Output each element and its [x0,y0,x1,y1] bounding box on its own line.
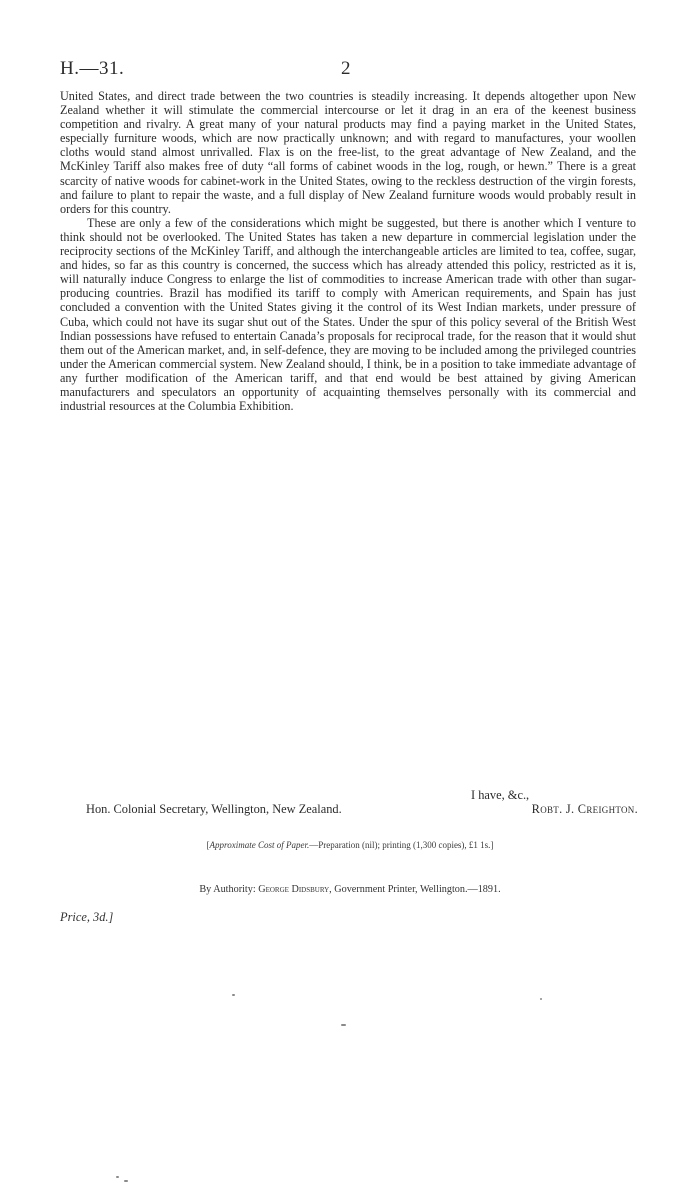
scan-speck [540,998,542,1000]
body-paragraph-1: United States, and direct trade between the two countries is steadily increasing. It depends altogether upon New Zealand whether it will stimulate the commercial intercourse or let it drag in an era of the keenest business competition and rivalry. A great many of your natural products may find a paying market in the United States, especially furniture woods, which are now practically unknown; and with regard to manufactures, your woollen cloths would stand almost unrivalled. Flax is on the free-list, to the great advantage of New Zealand, and the McKinley Tariff also makes free of duty “all forms of cabinet woods in the log, rough, or hewn.” There is a great scarcity of native woods for cabinet-work in the United States, owing to the reckless destruction of the virgin forests, and failure to plant to repair the waste, and a full display of New Zealand furniture woods would probably result in orders for this country. [60,89,636,216]
addressee: Hon. Colonial Secretary, Wellington, New Zealand. [86,802,342,816]
scan-speck [124,1180,128,1182]
signature: Robt. J. Creighton. [531,802,638,816]
cost-note-lead: Approximate Cost of Paper. [209,840,310,850]
salutation: I have, &c., [471,788,530,802]
scan-speck [232,994,235,996]
cost-note: [Approximate Cost of Paper.—Preparation (nil); printing (1,300 copies), £1 1s.] [206,840,494,850]
page-number: 2 [341,58,351,79]
address-row [60,802,638,818]
printer-name: George Didsbury [258,884,330,895]
authority-prefix: By Authority: [199,884,256,895]
price-note: Price, 3d.] [60,910,114,924]
authority-suffix: , Government Printer, Wellington.—1891. [329,884,501,895]
scan-speck [341,1024,346,1026]
body-paragraph-2: These are only a few of the considerations which might be suggested, but there is another which I venture to think should not be overlooked. The United States has taken a new departure in commercial legislation under the reciprocity sections of the McKinley Tariff, and although the interchangeable articles are limited to tea, coffee, sugar, and hides, so far as this country is concerned, the success which has already attended this policy, restricted as it is, will naturally induce Congress to enlarge the list of commodities to increase American trade with other than sugar-producing countries. Brazil has modified its tariff to comply with American requirements, and Spain has just concluded a convention with the United States giving it the control of its West Indian markets, under pressure of Cuba, which could not have its sugar shut out of the States. Under the spur of this policy several of the British West Indian possessions have refused to entertain Canada’s proposals for reciprocal trade, for the reason that it would shut them out of the American market, and, in self-defence, they are moving to be included among the privileged countries under the American commercial system. New Zealand should, I think, be in a position to take immediate advantage of any further modification of the American tariff, and that end would be best attained by giving American manufacturers and speculators an opportunity of acquainting themselves personally with its commercial and industrial resources at the Columbia Exhibition. [60,215,636,414]
cost-note-detail: —Preparation (nil); printing (1,300 copies), £1 1s. [309,840,491,850]
letter-body [60,89,636,413]
scan-speck [116,1176,119,1178]
document-reference: H.—31. [60,58,125,79]
authority-line [0,884,700,895]
